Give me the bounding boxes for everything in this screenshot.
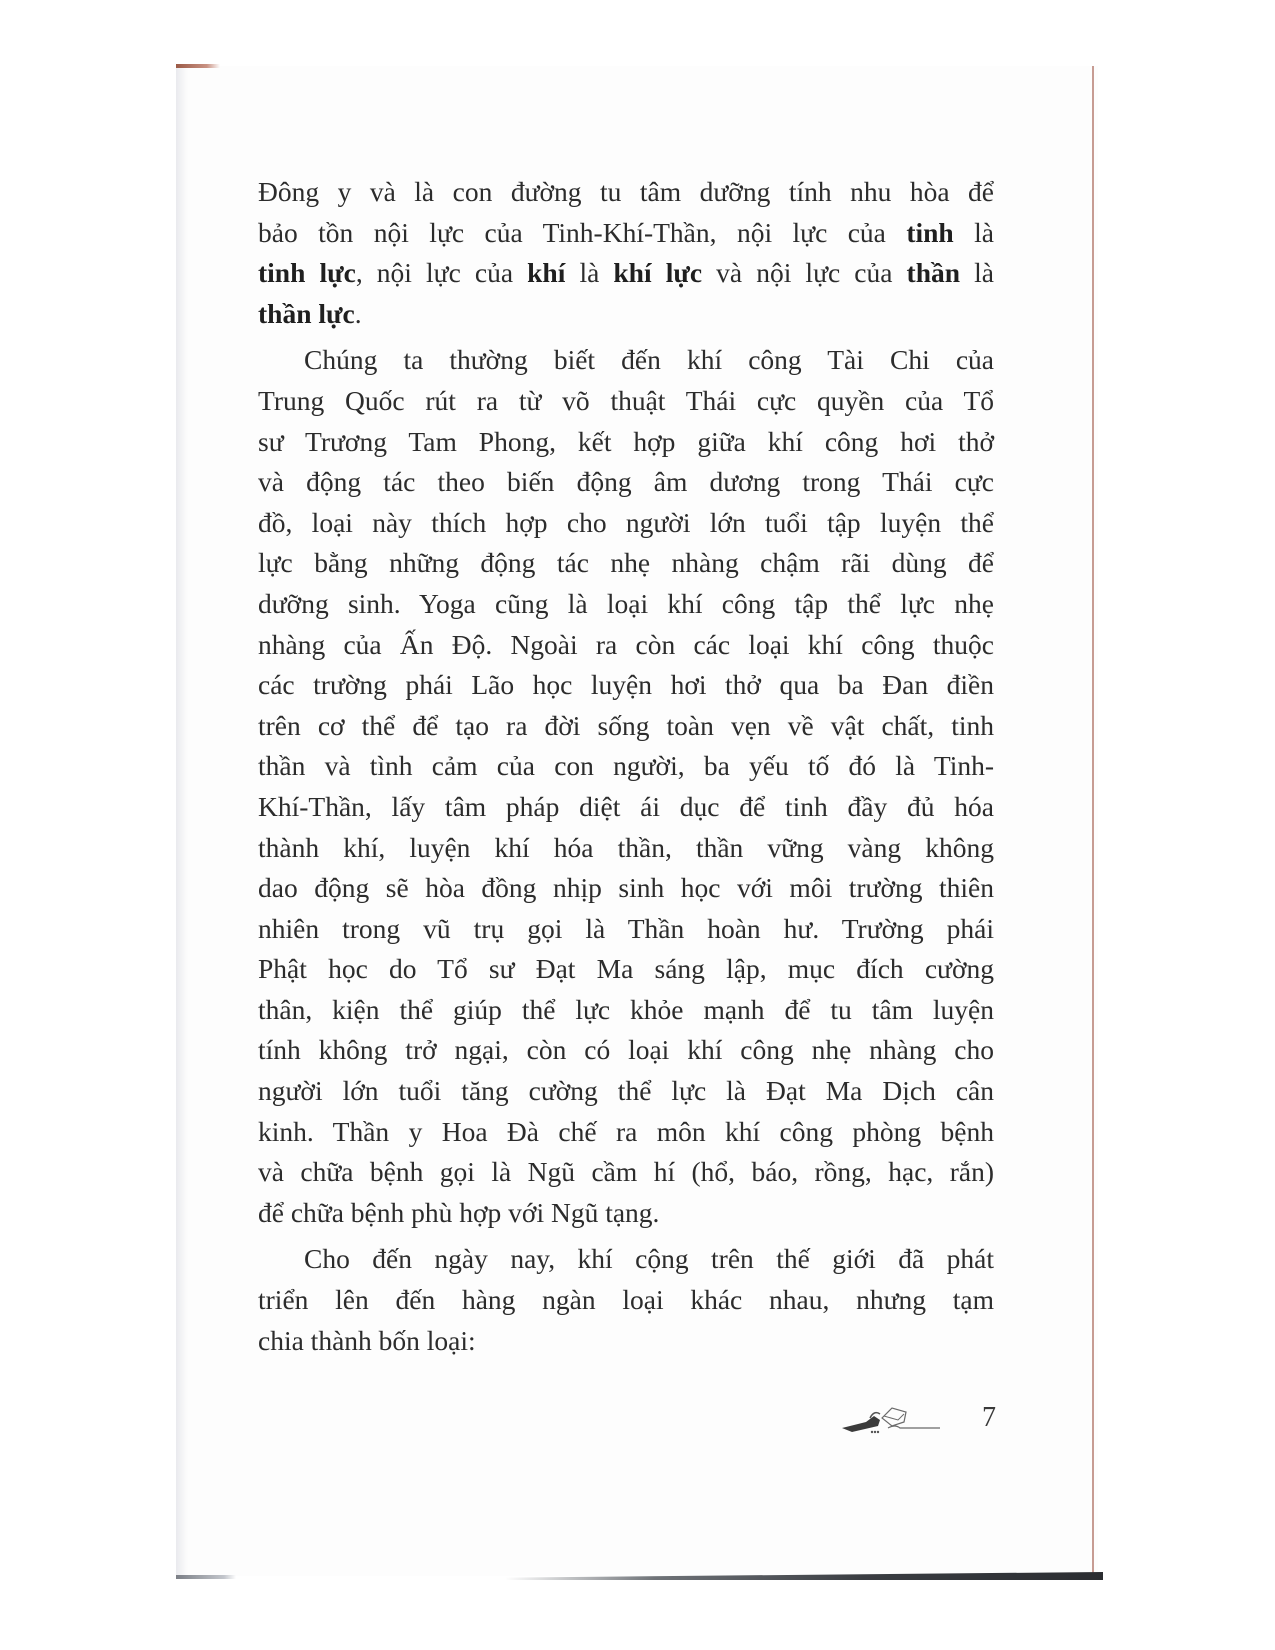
text-line — [258, 787, 994, 828]
text-line — [258, 1280, 994, 1321]
page-right-edge — [1092, 66, 1094, 1576]
text-line — [258, 1239, 994, 1280]
text-line — [258, 543, 994, 584]
text-run: là — [953, 216, 994, 248]
text-run: lực bằng những động tác nhẹ nhàng chậm rãi dùng để — [258, 547, 994, 579]
text-run: đồ, loại này thích hợp cho người lớn tuổi tập luyện thể — [258, 506, 994, 538]
text-run: Đông y và là con đường tu tâm dưỡng tính nhu hòa để — [258, 176, 994, 207]
text-line — [258, 1152, 994, 1193]
text-run: triển lên đến hàng ngàn loại khác nhau, nhưng tạm — [258, 1284, 994, 1316]
text-run: để chữa bệnh phù hợp với Ngũ tạng. — [258, 1196, 660, 1228]
body-text — [258, 172, 994, 1361]
text-run: Phật học do Tổ sư Đạt Ma sáng lập, mục đích cường — [258, 953, 994, 985]
page-gutter-shadow — [176, 66, 188, 1576]
text-line — [258, 213, 994, 254]
text-run: dao động sẽ hòa đồng nhịp sinh học với môi trường thiên — [258, 872, 994, 904]
text-run: Trung Quốc rút ra từ võ thuật Thái cực quyền của Tổ — [258, 384, 994, 416]
text-run: là — [565, 257, 614, 289]
text-run: và nội lực của — [702, 257, 907, 289]
text-line — [258, 584, 994, 625]
paragraph — [258, 1239, 994, 1361]
bold-term: tinh — [906, 216, 954, 248]
page-bottom-edge-left — [176, 1575, 236, 1579]
text-run: và động tác theo biến động âm dương trong Thái cực — [258, 466, 994, 498]
text-line — [258, 172, 994, 213]
bird-with-scroll-ornament-icon — [840, 1398, 960, 1438]
bold-term: thần — [906, 257, 961, 289]
text-run: Khí-Thần, lấy tâm pháp diệt ái dục để tinh đầy đủ hóa — [258, 790, 994, 822]
text-line — [258, 949, 994, 990]
text-line — [258, 1071, 994, 1112]
text-run: sư Trương Tam Phong, kết hợp giữa khí công hơi thở — [258, 425, 994, 457]
bold-term: thần lực — [258, 297, 355, 329]
text-run: nhàng của Ấn Độ. Ngoài ra còn các loại khí công thuộc — [258, 628, 994, 660]
text-run: thân, kiện thể giúp thể lực khỏe mạnh để tu tâm luyện — [258, 993, 994, 1025]
text-line — [258, 1193, 994, 1234]
text-line — [258, 1030, 994, 1071]
text-line — [258, 990, 994, 1031]
text-run: các trường phái Lão học luyện hơi thở qua ba Đan điền — [258, 669, 994, 701]
text-line — [258, 422, 994, 463]
text-line — [258, 294, 994, 335]
text-run: . — [354, 297, 362, 329]
page-footer — [840, 1398, 1000, 1438]
text-line — [258, 340, 994, 381]
bold-term: khí — [527, 257, 566, 289]
text-line — [258, 665, 994, 706]
text-run: tính không trở ngại, còn có loại khí công nhẹ nhàng cho — [258, 1034, 994, 1066]
text-run: , nội lực của — [355, 257, 528, 289]
text-run: người lớn tuổi tăng cường thể lực là Đạt Ma Dịch cân — [258, 1075, 994, 1107]
page-top-edge — [176, 64, 220, 68]
text-line — [258, 868, 994, 909]
text-run: bảo tồn nội lực của Tinh-Khí-Thần, nội lực của — [258, 216, 907, 248]
text-run: thần và tình cảm của con người, ba yếu tố đó là Tinh- — [258, 750, 994, 782]
text-line — [258, 909, 994, 950]
text-line — [258, 706, 994, 747]
bold-term: tinh lực — [258, 257, 356, 289]
text-line — [258, 253, 994, 294]
text-line — [258, 625, 994, 666]
text-run: dưỡng sinh. Yoga cũng là loại khí công tập thể lực nhẹ — [258, 587, 994, 619]
text-line — [258, 1112, 994, 1153]
text-run: kinh. Thần y Hoa Đà chế ra môn khí công phòng bệnh — [258, 1115, 994, 1147]
text-run: Cho đến ngày nay, khí cộng trên thế giới đã phát — [304, 1243, 994, 1275]
paragraph — [258, 172, 994, 334]
text-run: nhiên trong vũ trụ gọi là Thần hoàn hư. Trường phái — [258, 912, 994, 944]
text-line — [258, 462, 994, 503]
text-run: thành khí, luyện khí hóa thần, thần vững vàng không — [258, 831, 994, 863]
text-run: Chúng ta thường biết đến khí công Tài Chi của — [304, 344, 994, 376]
text-run: là — [960, 257, 994, 289]
text-run: và chữa bệnh gọi là Ngũ cầm hí (hổ, báo, rồng, hạc, rắn) — [258, 1156, 994, 1188]
text-line — [258, 1321, 994, 1362]
text-run: trên cơ thể để tạo ra đời sống toàn vẹn về vật chất, tinh — [258, 709, 994, 741]
text-run: chia thành bốn loại: — [258, 1324, 476, 1356]
paragraph — [258, 340, 994, 1233]
bold-term: khí lực — [613, 257, 703, 289]
text-line — [258, 381, 994, 422]
text-line — [258, 503, 994, 544]
text-line — [258, 828, 994, 869]
text-line — [258, 746, 994, 787]
page-number: 7 — [982, 1402, 996, 1433]
